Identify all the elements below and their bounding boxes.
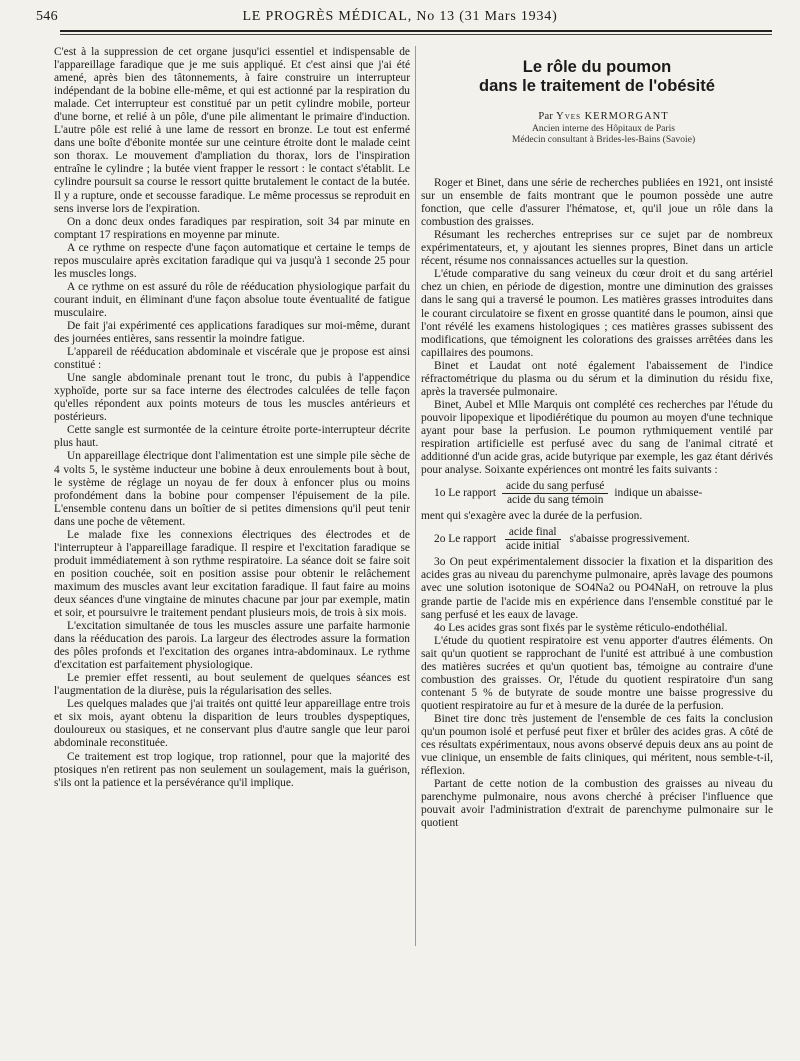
paragraph: A ce rythme on est assuré du rôle de rééducation physiologique parfait du courant induit, en éliminant d'une façon absolue toute éventualité de fatigue musculaire. [54,280,410,319]
fraction-numerator: acide final [505,526,561,540]
article-title-line: Le rôle du poumon [522,58,672,76]
page-number: 546 [36,9,58,24]
paragraph: De fait j'ai expérimenté ces applications faradiques sur moi-même, durant des journées entières, sans ressentir la moindre fatigue. [54,319,410,346]
paragraph: Résumant les recherches entreprises sur ce sujet par de nombreux expérimentateurs, et, y ajoutant les siennes propres, Binet dans un article récent, résume nos connaissances actuelles sur la question. [421,229,773,268]
fraction-denominator: acide du sang témoin [506,494,604,507]
header-rule-thick [60,30,772,32]
author-name: Yves KERMORGANT [556,111,669,122]
paragraph: Ce traitement est trop logique, trop rationnel, pour que la majorité des ptosiques n'en retirent pas non seulement un soulagement, mais la guérison, s'ils ont la patience et la persévérance qu'il implique. [54,750,410,789]
paragraph: Partant de cette notion de la combustion des graisses au niveau du parenchyme pulmonaire, nous avons cherché à préciser l'influence que pouvait avoir l'administration d'extrait de parenchyme pulmonaire sur le quotient [421,778,773,830]
fraction [502,526,563,553]
paragraph: Roger et Binet, dans une série de recherches publiées en 1921, ont insisté sur un ensemble de faits montrant que le poumon possède une autre fonction, que celle d'assurer l'hématose, et, qu'il joue un rôle dans la combustion des graisses. [421,177,773,229]
fraction-numerator: acide du sang perfusé [502,480,608,494]
paragraph: L'appareil de rééducation abdominale et viscérale que je propose est ainsi constitué : [54,346,410,372]
paragraph: ment qui s'exagère avec la durée de la perfusion. [421,510,643,523]
paragraph: On a donc deux ondes faradiques par respiration, soit 34 par minute en comptant 17 respirations en moyenne par minute. [54,215,410,241]
paragraph: Cette sangle est surmontée de la ceinture étroite porte-interrupteur décrite plus haut. [54,424,410,450]
running-head: LE PROGRÈS MÉDICAL, No 13 (31 Mars 1934) [242,9,558,24]
paragraph: L'étude comparative du sang veineux du cœur droit et du sang artériel chez un chien, en période de digestion, montre une diminution des graisses dans le sang qui a traversé le poumon. Les matières grasses introduites dans le courant circulatoire se fixent en grosse quantité dans le poumon, ainsi que l'ont révélé les examens histologiques ; ces matières grasses subissent des modifications, que témoignent les colorations des graisses arrêtées dans les capillaires des poumons. [421,268,773,359]
author-affiliation: Médecin consultant à Brides-les-Bains (Savoie) [511,134,696,146]
fraction [502,480,608,507]
article-title-line: dans le traitement de l'obésité [479,77,715,95]
ratio-tail: indique un abaisse- [614,487,703,500]
paragraph: Les quelques malades que j'ai traités ont quitté leur appareillage entre trois et six mois, ayant obtenu la disparition de leurs troubles dyspeptiques, douloureux ou stasiques, et ne conservant plus d'autre sangle que leur paroi abdominale reconstituée. [54,698,410,750]
ratio-lead: 2o Le rapport [434,533,496,546]
paragraph: A ce rythme on respecte d'une façon automatique et certaine le temps de repos musculaire après excitation faradique qui va jusqu'à 1 seconde 25 pour les muscles longs. [54,241,410,280]
header-rule-thin [60,34,772,35]
right-column [421,52,773,830]
fraction-denominator: acide initial [506,540,560,553]
paragraph: L'excitation simultanée de tous les muscles assure une parfaite harmonie dans la rééducation des parois. La largeur des électrodes assure la formation des pôles profonds et l'excitation des organes intra-abdominaux. Le rythme d'excitation est parfaitement physiologique. [54,620,410,672]
paragraph: 3o On peut expérimentalement dissocier la fixation et la disparition des acides gras au niveau du parenchyme pulmonaire, après lavage des poumons avec une solution isotonique de SO4Na2 ou PO4NaH, on retrouve la plus grande partie de l'acide mis en expérience dans l'ensemble constitué par le sang perfusé et les eaux de lavage. [421,556,773,621]
paragraph: Un appareillage électrique dont l'alimentation est une simple pile sèche de 4 volts 5, le système inducteur une bobine à deux enroulements bout à bout, le système de réglage un noyau de fer doux à enfoncer plus ou moins profondément dans la bobine pour compenser l'épuisement de la pile. L'ensemble contenu dans un boîtier de si petites dimensions qu'il peut tenir dans une poche de vêtement. [54,450,410,528]
article-author [421,110,773,123]
paragraph: Binet et Laudat ont noté également l'abaissement de l'indice réfractométrique du plasma ou du sérum et la diminution du résidu fixe, après la traversée pulmonaire. [421,359,773,398]
ratio-formula [421,480,773,507]
author-affiliation: Ancien interne des Hôpitaux de Paris [531,123,676,135]
paragraph: 4o Les acides gras sont fixés par le système réticulo-endothélial. [434,621,728,634]
ratio-formula [421,526,773,553]
left-column [54,46,410,790]
paragraph: L'étude du quotient respiratoire est venu apporter d'autres éléments. On sait qu'un quotient se rapprochant de l'unité est attribué à une combustion des matières sucrées et qu'un quotient bas, témoigne au contraire d'une combustion des graisses. Or, l'étude du quotient respiratoire d'un sang contenant 5 % de butyrate de soude montre une baisse progressive du quotient respiratoire au fur et à mesure de la durée de la perfusion. [421,634,773,712]
ratio-lead: 1o Le rapport [434,487,496,500]
paragraph: Binet, Aubel et Mlle Marquis ont complété ces recherches par l'étude du pouvoir lipopexique et lipodiérétique du poumon au moyen d'une technique ayant pour base la perfusion. Le poumon rythmiquement ventilé par respiration artificielle est perfusé avec du sang de l'animal citraté et additionné d'un acide gras, acide butyrique par exemple, les gaz étant dérivés pour analyse. Soixante expériences ont montré les faits suivants : [421,398,773,477]
spacer [421,145,773,177]
paragraph: Le malade fixe les connexions électriques des électrodes et de l'interrupteur à l'appareillage faradique. Il respire et l'excitation faradique se produit immédiatement à son rythme respiratoire. La séance doit se faire soit en position couchée, soit en position assise pour obtenir le relâchement maximum des muscles avant leur excitation faradique. Il faut faire au moins deux séances d'une vingtaine de minutes chacune par jour par exemple, matin et soir, et poursuivre le traitement pendant plusieurs mois, de trois à six mois. [54,528,410,620]
paragraph: Binet tire donc très justement de l'ensemble de ces faits la conclusion qu'un poumon isolé et perfusé peut fixer et brûler des acides gras. A côté de ces résultats expérimentaux, nous avons observé depuis deux ans au point de vue clinique, un ensemble de faits cliniques, qui méritent, nous semble-t-il, réflexion. [421,712,773,778]
paragraph: Le premier effet ressenti, au bout seulement de quelques séances est l'augmentation de la diurèse, puis la régularisation des selles. [54,672,410,698]
paragraph: C'est à la suppression de cet organe jusqu'ici essentiel et indispensable de l'appareillage faradique que je me suis appliqué. Et c'est ainsi que j'ai été amené, après bien des tâtonnements, à faire construire un interrupteur indépendant de la bobine elle-même, et qui est actionné par la respiration du malade. Cet interrupteur est constitué par un petit cylindre mobile, porteur d'une borne, et relié à un pôle, d'une pile alimentant le primaire d'induction. L'autre pôle est relié à une lame de ressort en bronze. Le tout est enfermé dans une boîte d'ébonite montée sur une ceinture étroite dont le malade ceint son thorax. Le mouvement d'ampliation du thorax, lors de l'inspiration entraîne le cylindre ; la butée vient frapper le ressort : le contact s'établit. Le cylindre poursuit sa course le ressort quitte brutalement le contact de la butée. Il y a rupture, onde et secousse faradique. Le même processus se reproduit en sens inverse lors de l'expiration. [54,46,410,215]
column-divider [415,46,416,946]
article-title [421,58,773,96]
page-header [0,0,800,36]
paragraph: Une sangle abdominale prenant tout le tronc, du pubis à l'appendice xyphoïde, porte sur sa face interne des électrodes calculées de telle façon qu'elles répondent aux points moteurs de tous les muscles antérieurs et postérieurs. [54,372,410,424]
author-prefix: Par [538,111,554,122]
ratio-tail: s'abaisse progressivement. [569,533,690,546]
